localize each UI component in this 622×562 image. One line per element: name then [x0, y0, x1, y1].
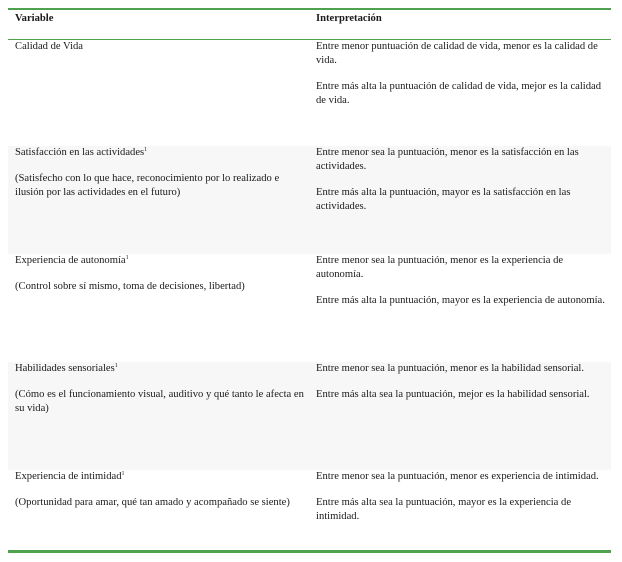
- variable-name: Calidad de Vida: [15, 41, 84, 52]
- variables-table: [8, 8, 611, 553]
- variable-name: Satisfacción en las actividades$^1$: [15, 147, 148, 158]
- variable-cell: [8, 146, 310, 254]
- table-row-calidad-de-vida: [8, 40, 611, 146]
- interpretation-cell: [310, 362, 611, 470]
- table-row-autonomia: [8, 254, 611, 362]
- variable-description: (Satisfecho con lo que hace, reconocimiento por lo realizado e ilusión por las actividades en el futuro): [15, 173, 280, 198]
- variable-cell: [8, 254, 310, 362]
- footnote-marker: 1: [125, 255, 129, 261]
- variable-description: (Control sobre sí mismo, toma de decisiones, libertad): [15, 281, 245, 292]
- variable-description: (Oportunidad para amar, qué tan amado y acompañado se siente): [15, 497, 290, 508]
- table-header-row: [8, 10, 611, 40]
- interpretation-low: Entre menor sea la puntuación, menor es la satisfacción en las actividades.: [316, 147, 579, 172]
- table-row-satisfaccion: [8, 146, 611, 254]
- footnote-marker: 1: [144, 147, 148, 153]
- interpretation-low: Entre menor sea la puntuación, menor es la experiencia de autonomía.: [316, 255, 564, 280]
- table-row-sensoriales: [8, 362, 611, 470]
- interpretation-low: Entre menor puntuación de calidad de vida, menor es la calidad de vida.: [316, 41, 598, 66]
- footnote-marker: 1: [114, 363, 118, 369]
- interpretation-low: Entre menor sea la puntuación, menor es experiencia de intimidad.: [316, 471, 599, 482]
- interpretation-cell: [310, 146, 611, 254]
- interpretation-high: Entre más alta sea la puntuación, mayor es la experiencia de intimidad.: [316, 497, 572, 522]
- interpretation-high: Entre más alta la puntuación de calidad de vida, mejor es la calidad de vida.: [316, 81, 602, 106]
- interpretation-cell: [310, 40, 611, 146]
- variable-cell: [8, 470, 310, 550]
- interpretation-high: Entre más alta la puntuación, mayor es la experiencia de autonomía.: [316, 295, 605, 306]
- interpretation-low: Entre menor sea la puntuación, menor es la habilidad sensorial.: [316, 363, 584, 374]
- variable-name: Experiencia de autonomía$^1$: [15, 255, 129, 266]
- footnote-marker: 1: [121, 471, 125, 477]
- header-variable: Variable: [15, 13, 54, 24]
- interpretation-cell: [310, 470, 611, 550]
- variable-cell: [8, 362, 310, 470]
- variable-name: Habilidades sensoriales$^1$: [15, 363, 118, 374]
- interpretation-high: Entre más alta la puntuación, mayor es la satisfacción en las actividades.: [316, 187, 571, 212]
- variable-cell: [8, 40, 310, 146]
- interpretation-cell: [310, 254, 611, 362]
- interpretation-high: Entre más alta sea la puntuación, mejor es la habilidad sensorial.: [316, 389, 590, 400]
- variable-name: Experiencia de intimidad$^1$: [15, 471, 125, 482]
- table-row-intimidad: [8, 470, 611, 550]
- variable-description: (Cómo es el funcionamiento visual, auditivo y qué tanto le afecta en su vida): [15, 389, 304, 414]
- header-interpretation: Interpretación: [316, 13, 382, 24]
